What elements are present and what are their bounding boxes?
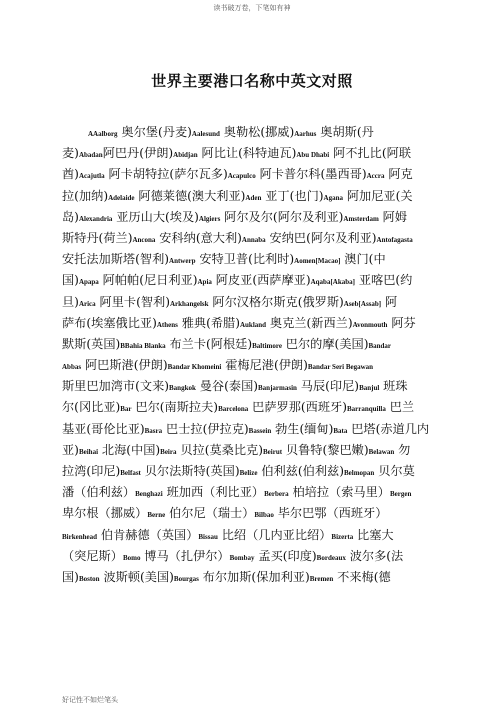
port-name-chinese: 岛) xyxy=(62,209,79,224)
port-name-english: Abidjan xyxy=(173,151,198,160)
port-name-chinese: 不来梅(德 xyxy=(333,569,391,584)
port-name-chinese: 亚喀巴(约 xyxy=(354,273,413,288)
port-name-chinese: 阿比让(科特迪瓦) xyxy=(197,146,297,161)
port-name-english: Apapa xyxy=(78,278,99,287)
port-name-chinese: 勃生(缅甸) xyxy=(271,421,334,436)
port-name-chinese: 阿加尼亚(关 xyxy=(342,188,413,203)
port-name-chinese: 阿卡普尔科(墨西哥) xyxy=(255,167,367,182)
port-name-chinese: 班加西（利比亚） xyxy=(162,485,265,500)
text-line xyxy=(62,397,442,418)
port-name-english: Bar xyxy=(120,405,132,414)
port-name-english: Ancona xyxy=(132,235,156,244)
port-name-chinese: 柏培拉（索马里） xyxy=(288,485,390,500)
port-name-chinese: 斯特丹(荷兰) xyxy=(62,230,133,245)
port-name-english: Barcelona xyxy=(218,405,249,414)
port-name-chinese: 班珠 xyxy=(379,379,408,394)
port-name-english: Bilbao xyxy=(254,511,274,520)
text-line xyxy=(62,419,442,440)
port-name-english: Bremen xyxy=(309,574,334,583)
port-name-chinese: 勿 xyxy=(394,442,411,457)
port-name-chinese: 比塞大 xyxy=(353,527,394,542)
port-name-english: Bombay xyxy=(229,553,255,562)
text-line xyxy=(62,313,442,334)
port-name-english: Aukland xyxy=(239,320,267,329)
port-name-english: Bizerta xyxy=(331,532,354,541)
port-name-chinese: 毕尔巴鄂（西班牙） xyxy=(273,506,388,521)
text-line xyxy=(62,567,442,588)
text-line xyxy=(62,546,442,567)
port-name-chinese: 国) xyxy=(62,273,79,288)
port-name-chinese: 伯尔尼（瑞士） xyxy=(165,506,255,521)
port-name-chinese: 奥尔堡(丹麦) xyxy=(117,125,192,139)
port-name-english: Basra xyxy=(144,426,163,435)
port-name-chinese: 阿尔汉格尔斯克(俄罗斯) xyxy=(208,294,344,309)
port-name-chinese: 亚丁(也门) xyxy=(261,188,324,203)
text-line xyxy=(62,482,442,503)
document-body xyxy=(62,122,442,588)
port-name-chinese: 旦) xyxy=(62,294,79,309)
text-line xyxy=(62,376,442,397)
port-name-chinese: 雅典(希腊) xyxy=(177,315,240,330)
port-name-chinese: 奥胡斯(丹 xyxy=(316,125,374,139)
port-name-chinese: 波斯顿(美国) xyxy=(99,569,174,584)
port-name-chinese: 阿德莱德(澳大利亚) xyxy=(134,188,246,203)
port-name-chinese: 阿 xyxy=(381,294,398,309)
port-name-chinese: 波尔多(法 xyxy=(345,548,404,563)
port-name-chinese: 北海(中国) xyxy=(98,442,161,457)
port-name-english: Birkenhead xyxy=(62,532,98,541)
port-name-english: Amsterdam xyxy=(343,214,379,223)
port-name-chinese: 亚历山大(埃及) xyxy=(112,209,199,224)
port-name-chinese: 伯肯赫德（英国） xyxy=(97,527,199,542)
port-name-chinese: 安科纳(意大利) xyxy=(155,230,242,245)
port-name-english: Abbas xyxy=(62,363,82,372)
port-name-english: Acajutla xyxy=(78,172,105,181)
port-name-chinese: 阿尔及尔(阿尔及利亚) xyxy=(220,209,344,224)
port-name-english: Aseb[Assab] xyxy=(343,299,382,308)
port-name-chinese: 拉湾(印尼) xyxy=(62,464,121,478)
port-name-chinese: 安特卫普(比利时) xyxy=(195,252,295,267)
port-name-english: Baltimore xyxy=(252,341,282,350)
port-name-chinese: 阿里卡(智利) xyxy=(95,294,170,309)
port-name-chinese: 默斯(英国) xyxy=(62,336,121,351)
port-name-chinese: 麦) xyxy=(62,146,79,161)
port-name-chinese: 马辰(印尼) xyxy=(296,379,360,394)
port-name-english: Belfast xyxy=(120,469,141,477)
port-name-english: Beihai xyxy=(78,447,99,456)
port-name-chinese: 贝尔莫 xyxy=(374,464,415,478)
port-name-chinese: 巴尔(南斯拉夫) xyxy=(131,400,219,415)
port-name-english: Berne xyxy=(147,511,166,520)
port-name-chinese: 澳门(中 xyxy=(340,252,386,267)
document-title: 世界主要港口名称中英文对照 xyxy=(151,72,353,90)
port-name-english: Aqaba[Akaba] xyxy=(310,278,355,287)
text-line xyxy=(62,249,442,270)
port-name-chinese: 布兰卡(阿根廷) xyxy=(165,336,253,351)
port-name-chinese: 阿芬 xyxy=(387,315,416,330)
port-name-chinese: 巴尔的摩(美国) xyxy=(281,336,369,351)
port-name-english: Adelaide xyxy=(108,193,135,202)
port-name-chinese: 巴兰 xyxy=(385,400,415,415)
port-name-english: Bangkok xyxy=(169,384,196,393)
port-name-chinese: 曼谷(泰国) xyxy=(195,379,259,394)
port-name-english: Bordeaux xyxy=(316,553,346,562)
port-name-chinese: 孟买(印度) xyxy=(254,548,317,563)
port-name-english: Athens xyxy=(156,320,178,329)
port-name-english: Berbera xyxy=(264,490,289,499)
text-line xyxy=(62,334,442,355)
port-name-chinese: 巴萨罗那(西班牙) xyxy=(248,400,347,415)
port-name-english: Bata xyxy=(333,426,348,435)
port-name-english: Agana xyxy=(323,193,343,202)
port-name-english: Abadan xyxy=(78,151,103,160)
port-name-english: Bandar xyxy=(368,341,392,350)
port-name-chinese: 阿不扎比(阿联 xyxy=(329,146,412,161)
port-name-chinese: 尔(冈比亚) xyxy=(62,400,121,415)
port-name-chinese: 布尔加斯(保加利亚) xyxy=(198,569,310,584)
port-name-chinese: 比绍（几内亚比绍） xyxy=(217,527,332,542)
port-name-english: Bandar Khomeini xyxy=(167,363,222,372)
port-name-chinese: 萨布(埃塞俄比亚) xyxy=(62,315,157,330)
port-name-english: Antwerp xyxy=(169,257,196,266)
text-line xyxy=(62,440,442,461)
port-name-chinese: 奥克兰(新西兰) xyxy=(266,315,353,330)
port-name-english: Bissau xyxy=(198,532,218,541)
port-name-chinese: 斯里巴加湾市(文来) xyxy=(62,379,170,394)
port-name-english: Abu Dhabi xyxy=(296,151,330,160)
text-line xyxy=(62,270,442,291)
port-name-chinese: 安纳巴(阿尔及利亚) xyxy=(265,230,377,245)
port-name-chinese: 贝尔法斯特(英国) xyxy=(140,464,240,478)
port-name-english: Acapulco xyxy=(227,172,256,181)
port-name-chinese: 阿巴丹(伊朗) xyxy=(102,146,174,161)
port-name-chinese: 阿卡胡特拉(萨尔瓦多) xyxy=(104,167,228,182)
port-name-english: Beira xyxy=(160,447,177,456)
text-line xyxy=(62,143,442,164)
port-name-chinese: 卑尔根（挪威） xyxy=(62,506,148,521)
port-name-english: Annaba xyxy=(241,235,266,244)
port-name-english: Banjarmasin xyxy=(258,384,297,393)
port-name-english: Belize xyxy=(239,469,258,477)
port-name-chinese: 阿皮亚(西萨摩亚) xyxy=(211,273,311,288)
page-footer: 好记性不如烂笔头 xyxy=(62,696,118,704)
port-name-english: Beirut xyxy=(263,447,283,456)
port-name-english: Bourgas xyxy=(173,574,199,583)
port-name-english: BBahia xyxy=(120,341,143,350)
port-name-english: Aomen[Macao] xyxy=(294,257,341,266)
port-name-english: Banjul xyxy=(359,384,380,393)
port-name-chinese: 博马（扎伊尔） xyxy=(140,548,230,563)
port-name-english: Arica xyxy=(78,299,96,308)
text-line xyxy=(62,228,442,249)
port-name-chinese: 贝拉(莫桑比克) xyxy=(176,442,263,457)
text-line xyxy=(62,186,442,207)
port-name-chinese: 奥勒松(挪威) xyxy=(219,125,295,139)
port-name-chinese: 巴塔(赤道几内 xyxy=(347,421,430,436)
port-name-chinese: 酋) xyxy=(62,167,79,182)
text-line xyxy=(62,164,442,185)
port-name-chinese: 拉(加纳) xyxy=(62,188,109,203)
port-name-english: Alexandria xyxy=(78,214,113,223)
port-name-english: Apia xyxy=(197,278,212,287)
port-name-english: Aalesund xyxy=(191,130,220,138)
page-header: 读书破万卷，下笔如有神 xyxy=(213,4,291,12)
port-name-chinese: 阿姆 xyxy=(378,209,408,224)
port-name-chinese: 安托法加斯塔(智利) xyxy=(62,252,170,267)
port-name-chinese: 阿克 xyxy=(384,167,413,182)
port-name-english: Aden xyxy=(245,193,262,202)
port-name-chinese: 贝鲁特(黎巴嫩) xyxy=(282,442,369,457)
port-name-chinese: 伯利兹(伯利兹) xyxy=(257,464,344,478)
port-name-english: Accra xyxy=(366,172,385,181)
port-name-chinese: （突尼斯） xyxy=(62,548,123,563)
port-name-chinese: 阿巴斯港(伊朗) xyxy=(81,358,168,373)
port-name-english: Aarhus xyxy=(294,130,317,138)
port-name-english: Arkhangelsk xyxy=(170,299,209,308)
port-name-english: Belawan xyxy=(368,447,395,456)
text-line xyxy=(62,207,442,228)
port-name-english: Antofagasta xyxy=(376,235,413,244)
port-name-english: AAalborg xyxy=(88,130,118,138)
text-line xyxy=(62,355,442,376)
port-name-chinese: 国) xyxy=(62,569,79,584)
port-name-english: Bandar Seri Begawan xyxy=(307,363,374,372)
port-name-english: Bomo xyxy=(122,553,141,562)
port-name-english: Algiers xyxy=(198,214,221,223)
text-line xyxy=(62,503,442,524)
text-line xyxy=(62,525,442,546)
text-line xyxy=(62,461,442,482)
text-line xyxy=(62,122,442,143)
port-name-chinese: 亚) xyxy=(62,442,79,457)
port-name-chinese: 阿帕帕(尼日利亚) xyxy=(98,273,198,288)
port-name-chinese: 霍梅尼港(伊朗) xyxy=(221,358,308,373)
port-name-chinese: 潘（伯利兹） xyxy=(62,485,136,500)
port-name-english: Blanka xyxy=(142,341,166,350)
port-name-english: Avonmouth xyxy=(352,320,388,329)
port-name-english: Belmopan xyxy=(343,469,375,477)
text-line xyxy=(62,292,442,313)
port-name-english: Benghazi xyxy=(135,490,163,499)
port-name-english: Barranquilla xyxy=(346,405,386,414)
port-name-english: Boston xyxy=(78,574,100,583)
port-name-chinese: 基亚(哥伦比亚) xyxy=(62,421,145,436)
port-name-english: Bergen xyxy=(390,490,412,499)
port-name-english: Bassein xyxy=(248,426,272,435)
port-name-chinese: 巴士拉(伊拉克) xyxy=(162,421,249,436)
